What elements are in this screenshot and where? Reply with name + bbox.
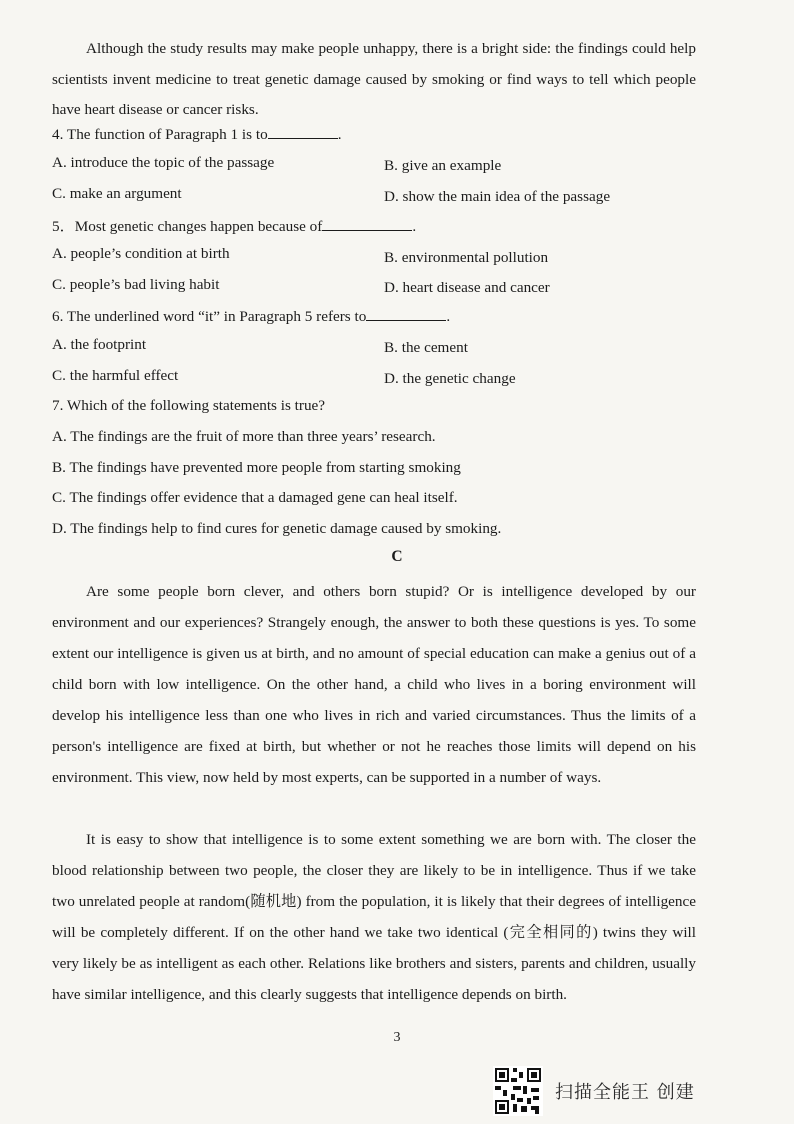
question-7-option-c: C. The findings offer evidence that a damaged gene can heal itself. — [52, 489, 458, 506]
question-7-option-d: D. The findings help to find cures for genetic damage caused by smoking. — [52, 520, 502, 537]
question-4-option-d: D. show the main idea of the passage — [384, 188, 611, 205]
question-6-option-c: C. the harmful effect — [52, 367, 179, 384]
question-6-stem: 6. The underlined word “it” in Paragraph 5 refers to . — [52, 308, 451, 325]
qr-code-icon — [493, 1066, 543, 1116]
question-7-option-b: B. The findings have prevented more people from starting smoking — [52, 459, 461, 476]
question-7-option-a: A. The findings are the fruit of more than three years’ research. — [52, 428, 436, 445]
question-6-option-a: A. the footprint — [52, 336, 147, 353]
question-4-option-b: B. give an example — [384, 157, 502, 174]
question-5-option-a: A. people’s condition at birth — [52, 245, 230, 262]
question-5-option-b: B. environmental pollution — [384, 249, 549, 266]
page-number: 3 — [393, 1030, 401, 1045]
scanner-footer — [493, 1065, 695, 1117]
question-4-stem: 4. The function of Paragraph 1 is to . — [52, 126, 342, 143]
question-5-option-d: D. heart disease and cancer — [384, 279, 550, 296]
section-c-title: C — [391, 548, 403, 565]
answer-blank — [366, 306, 446, 321]
question-4-option-a: A. introduce the topic of the passage — [52, 154, 275, 171]
question-6-option-d: D. the genetic change — [384, 370, 516, 387]
section-c-paragraph-1: Are some people born clever, and others born stupid? Or is intelligence developed by our environment and our experiences? Strangely enough, the answer to both these questions is yes. To some extent our intelligence is given us at birth, and no amount of special education can make a genius out of a child born with low intelligence. On the other hand, a child who lives in a boring environment will develop his intelligence less than one who lives in rich and varied circumstances. Thus the limits of a person's intelligence are fixed at birth, but whether or not he reaches those limits will depend on his environment. This view, now held by most experts, can be supported in a number of ways. — [52, 583, 696, 786]
passage-b-closing-paragraph: Although the study results may make people unhappy, there is a bright side: the findings could help scientists invent medicine to treat genetic damage caused by smoking or find ways to tell which people have heart disease or cancer risks. — [52, 40, 696, 118]
question-5-option-c: C. people’s bad living habit — [52, 276, 220, 293]
question-7-stem: 7. Which of the following statements is true? — [52, 397, 326, 414]
question-5-stem: 5．Most genetic changes happen because of . — [52, 218, 417, 235]
question-6-option-b: B. the cement — [384, 339, 468, 356]
section-c-paragraph-2: It is easy to show that intelligence is to some extent something we are born with. The closer the blood relationship between two people, the closer they are likely to be in intelligence. Thus if we take two unrelated people at random(随机地) from the population, it is likely that their degrees of intelligence will be completely different. If on the other hand we take two identical (完全相同的) twins they will very likely be as intelligent as each other. Relations like brothers and sisters, parents and children, usually have similar intelligence, and this clearly suggests that intelligence depends on birth. — [52, 831, 696, 1003]
question-4-option-c: C. make an argument — [52, 185, 182, 202]
scanner-brand-label: 扫描全能王 创建 — [555, 1082, 695, 1103]
answer-blank — [322, 216, 412, 231]
answer-blank — [268, 124, 338, 139]
